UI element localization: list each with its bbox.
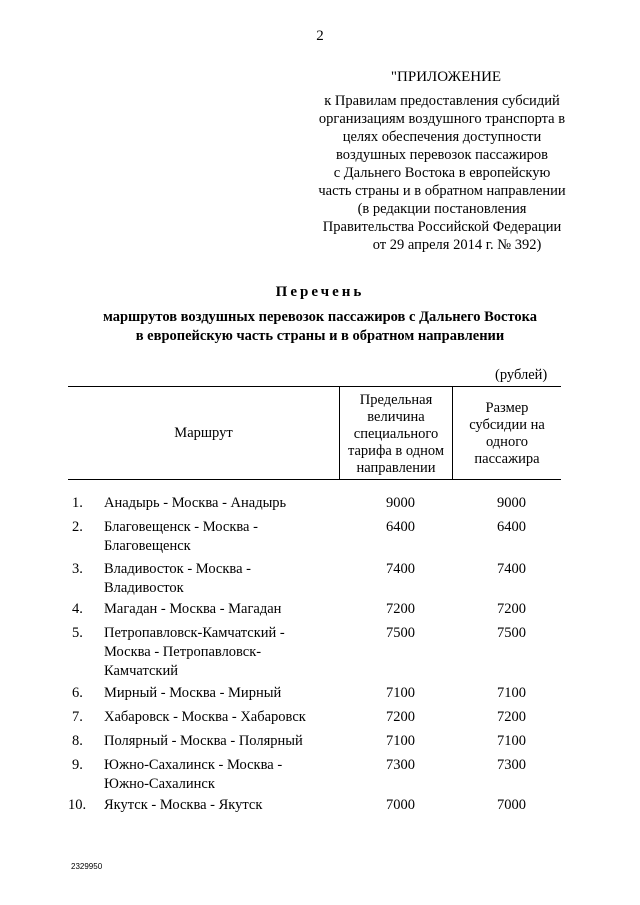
row-subsidy: 7400 [497, 561, 526, 577]
appendix-title: "ПРИЛОЖЕНИЕ [390, 69, 502, 85]
document-title: Перечень [275, 284, 365, 300]
page-number: 2 [316, 28, 324, 44]
row-tariff: 9000 [386, 495, 415, 511]
row-subsidy: 7100 [497, 733, 526, 749]
appendix-line: от 29 апреля 2014 г. № 392) [372, 237, 542, 253]
row-subsidy: 7200 [497, 709, 526, 725]
table-header-rule [68, 479, 561, 480]
row-subsidy: 7200 [497, 601, 526, 617]
row-route: Анадырь - Москва - Анадырь [104, 495, 287, 511]
row-tariff: 7400 [386, 561, 415, 577]
appendix-line: Правительства Российской Федерации [322, 219, 562, 235]
appendix-line: часть страны и в обратном направлении [318, 183, 566, 199]
row-tariff: 7100 [386, 685, 415, 701]
header-tariff: Предельная величина специального тарифа в одном направлении [347, 392, 444, 476]
row-number: 4. [72, 601, 83, 617]
appendix-line: целях обеспечения доступности [342, 129, 542, 145]
subtitle-line: в европейскую часть страны и в обратном направлении [135, 328, 505, 344]
row-number: 7. [72, 709, 83, 725]
row-subsidy: 6400 [497, 519, 526, 535]
subtitle-line: маршрутов воздушных перевозок пассажиров с Дальнего Востока [102, 309, 538, 325]
row-route: Хабаровск - Москва - Хабаровск [104, 709, 306, 725]
row-number: 3. [72, 561, 83, 577]
row-subsidy: 7100 [497, 685, 526, 701]
units-label: (рублей) [495, 367, 548, 383]
row-tariff: 7100 [386, 733, 415, 749]
row-number: 6. [72, 685, 83, 701]
row-number: 5. [72, 625, 83, 641]
row-tariff: 7200 [386, 601, 415, 617]
row-tariff: 7000 [386, 797, 415, 813]
appendix-block [292, 68, 592, 254]
row-number: 8. [72, 733, 83, 749]
row-subsidy: 7500 [497, 625, 526, 641]
row-number: 9. [72, 757, 83, 773]
row-tariff: 7200 [386, 709, 415, 725]
row-route: Владивосток - Москва - Владивосток [104, 561, 251, 596]
row-subsidy: 7000 [497, 797, 526, 813]
row-number: 2. [72, 519, 83, 535]
row-subsidy: 9000 [497, 495, 526, 511]
appendix-line: к Правилам предоставления субсидий [324, 93, 560, 109]
row-number: 1. [72, 495, 83, 511]
document-id: 2329950 [71, 862, 103, 871]
row-route: Якутск - Москва - Якутск [104, 797, 263, 813]
header-subsidy: Размер субсидии на одного пассажира [469, 400, 545, 467]
row-route: Полярный - Москва - Полярный [104, 733, 303, 749]
row-tariff: 6400 [386, 519, 415, 535]
appendix-line: с Дальнего Востока в европейскую [333, 165, 551, 181]
header-route: Маршрут [174, 425, 233, 441]
appendix-line: организациям воздушного транспорта в [318, 111, 566, 127]
row-route: Магадан - Москва - Магадан [104, 601, 282, 617]
row-route: Южно-Сахалинск - Москва - Южно-Сахалинск [104, 757, 283, 792]
row-number: 10. [68, 797, 87, 813]
appendix-line: (в редакции постановления [357, 201, 527, 217]
row-route: Мирный - Москва - Мирный [104, 685, 282, 701]
row-tariff: 7500 [386, 625, 415, 641]
row-tariff: 7300 [386, 757, 415, 773]
appendix-line: воздушных перевозок пассажиров [336, 147, 548, 163]
row-route: Благовещенск - Москва - Благовещенск [104, 519, 258, 554]
table-top-rule [68, 386, 561, 387]
row-route: Петропавловск-Камчатский - Москва - Петропавловск- Камчатский [104, 625, 285, 679]
row-subsidy: 7300 [497, 757, 526, 773]
document-subtitle [0, 308, 640, 346]
